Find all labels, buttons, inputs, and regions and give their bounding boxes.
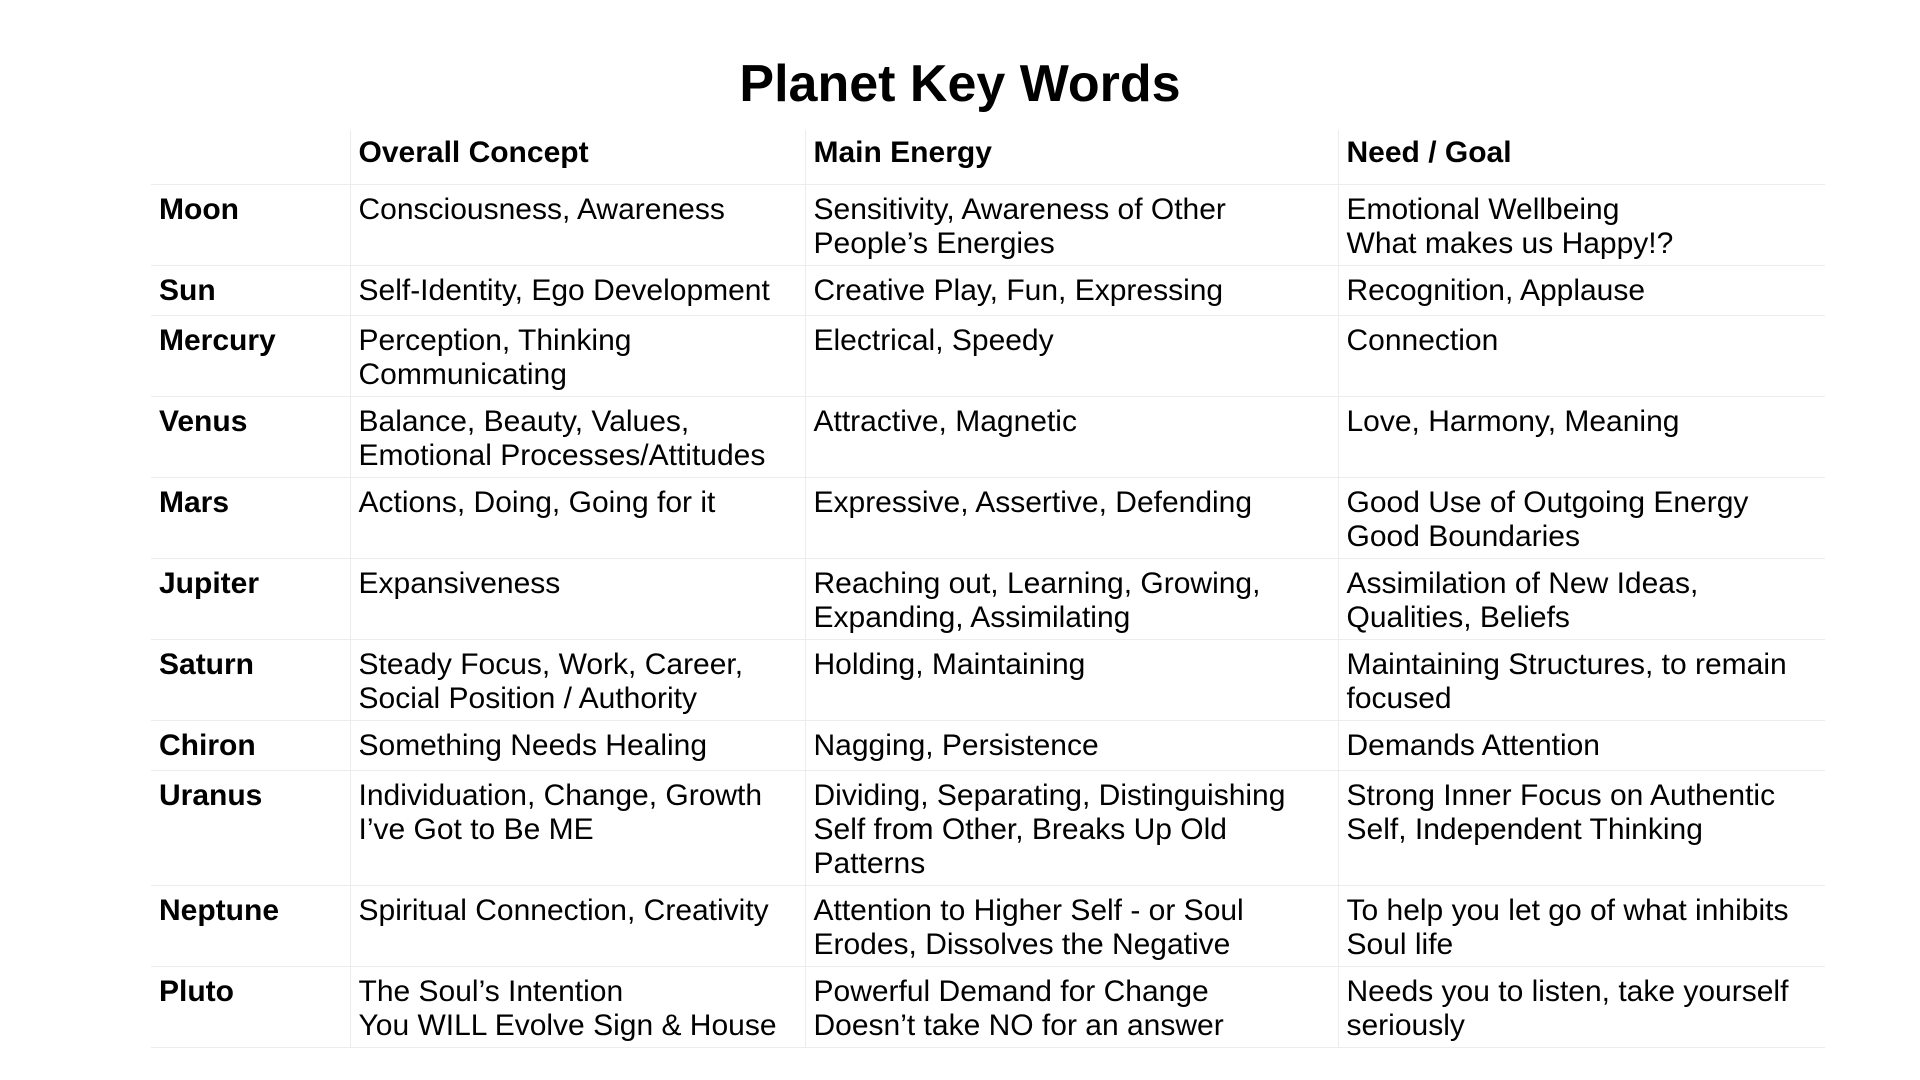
overall-concept-cell: Individuation, Change, Growth I’ve Got to Be ME: [350, 771, 805, 886]
table-row-saturn: [151, 640, 1825, 721]
main-energy-cell: Creative Play, Fun, Expressing: [805, 266, 1338, 316]
main-energy-cell: Dividing, Separating, Distinguishing Self from Other, Breaks Up Old Patterns: [805, 771, 1338, 886]
planet-name-cell: Saturn: [151, 640, 350, 721]
need-goal-cell: Good Use of Outgoing Energy Good Boundaries: [1338, 478, 1825, 559]
page-title: Planet Key Words: [739, 55, 1181, 113]
table-row-pluto: [151, 967, 1825, 1048]
need-goal-cell: Connection: [1338, 316, 1825, 397]
header-planet: [151, 130, 350, 185]
planet-name-cell: Neptune: [151, 886, 350, 967]
need-goal-cell: Maintaining Structures, to remain focused: [1338, 640, 1825, 721]
overall-concept-cell: The Soul’s Intention You WILL Evolve Sign & House: [350, 967, 805, 1048]
table-row-moon: [151, 185, 1825, 266]
main-energy-cell: Attractive, Magnetic: [805, 397, 1338, 478]
main-energy-cell: Expressive, Assertive, Defending: [805, 478, 1338, 559]
main-energy-cell: Nagging, Persistence: [805, 721, 1338, 771]
table-row-uranus: [151, 771, 1825, 886]
overall-concept-cell: Actions, Doing, Going for it: [350, 478, 805, 559]
need-goal-cell: To help you let go of what inhibits Soul life: [1338, 886, 1825, 967]
planet-name-cell: Moon: [151, 185, 350, 266]
table-row-venus: [151, 397, 1825, 478]
planet-name-cell: Mercury: [151, 316, 350, 397]
main-energy-cell: Powerful Demand for Change Doesn’t take NO for an answer: [805, 967, 1338, 1048]
overall-concept-cell: Something Needs Healing: [350, 721, 805, 771]
main-energy-cell: Holding, Maintaining: [805, 640, 1338, 721]
need-goal-cell: Recognition, Applause: [1338, 266, 1825, 316]
header-overall-concept: Overall Concept: [350, 130, 805, 185]
table-row-neptune: [151, 886, 1825, 967]
main-energy-cell: Sensitivity, Awareness of Other People’s Energies: [805, 185, 1338, 266]
overall-concept-cell: Balance, Beauty, Values, Emotional Processes/Attitudes: [350, 397, 805, 478]
header-need-goal: Need / Goal: [1338, 130, 1825, 185]
overall-concept-cell: Consciousness, Awareness: [350, 185, 805, 266]
overall-concept-cell: Steady Focus, Work, Career, Social Position / Authority: [350, 640, 805, 721]
table-row-chiron: [151, 721, 1825, 771]
need-goal-cell: Love, Harmony, Meaning: [1338, 397, 1825, 478]
planet-keywords-table: [151, 130, 1825, 1048]
planet-name-cell: Mars: [151, 478, 350, 559]
need-goal-cell: Demands Attention: [1338, 721, 1825, 771]
overall-concept-cell: Self-Identity, Ego Development: [350, 266, 805, 316]
need-goal-cell: Strong Inner Focus on Authentic Self, Independent Thinking: [1338, 771, 1825, 886]
overall-concept-cell: Perception, Thinking Communicating: [350, 316, 805, 397]
main-energy-cell: Reaching out, Learning, Growing, Expanding, Assimilating: [805, 559, 1338, 640]
table-row-jupiter: [151, 559, 1825, 640]
planet-name-cell: Venus: [151, 397, 350, 478]
planet-name-cell: Chiron: [151, 721, 350, 771]
table-header-row: [151, 130, 1825, 185]
main-energy-cell: Attention to Higher Self - or Soul Erodes, Dissolves the Negative: [805, 886, 1338, 967]
table-row-mars: [151, 478, 1825, 559]
overall-concept-cell: Expansiveness: [350, 559, 805, 640]
table-body: [151, 185, 1825, 1048]
header-main-energy: Main Energy: [805, 130, 1338, 185]
need-goal-cell: Emotional Wellbeing What makes us Happy!?: [1338, 185, 1825, 266]
planet-name-cell: Jupiter: [151, 559, 350, 640]
planet-name-cell: Uranus: [151, 771, 350, 886]
table-row-mercury: [151, 316, 1825, 397]
need-goal-cell: Needs you to listen, take yourself seriously: [1338, 967, 1825, 1048]
main-energy-cell: Electrical, Speedy: [805, 316, 1338, 397]
planet-name-cell: Sun: [151, 266, 350, 316]
need-goal-cell: Assimilation of New Ideas, Qualities, Beliefs: [1338, 559, 1825, 640]
overall-concept-cell: Spiritual Connection, Creativity: [350, 886, 805, 967]
planet-name-cell: Pluto: [151, 967, 350, 1048]
table-row-sun: [151, 266, 1825, 316]
